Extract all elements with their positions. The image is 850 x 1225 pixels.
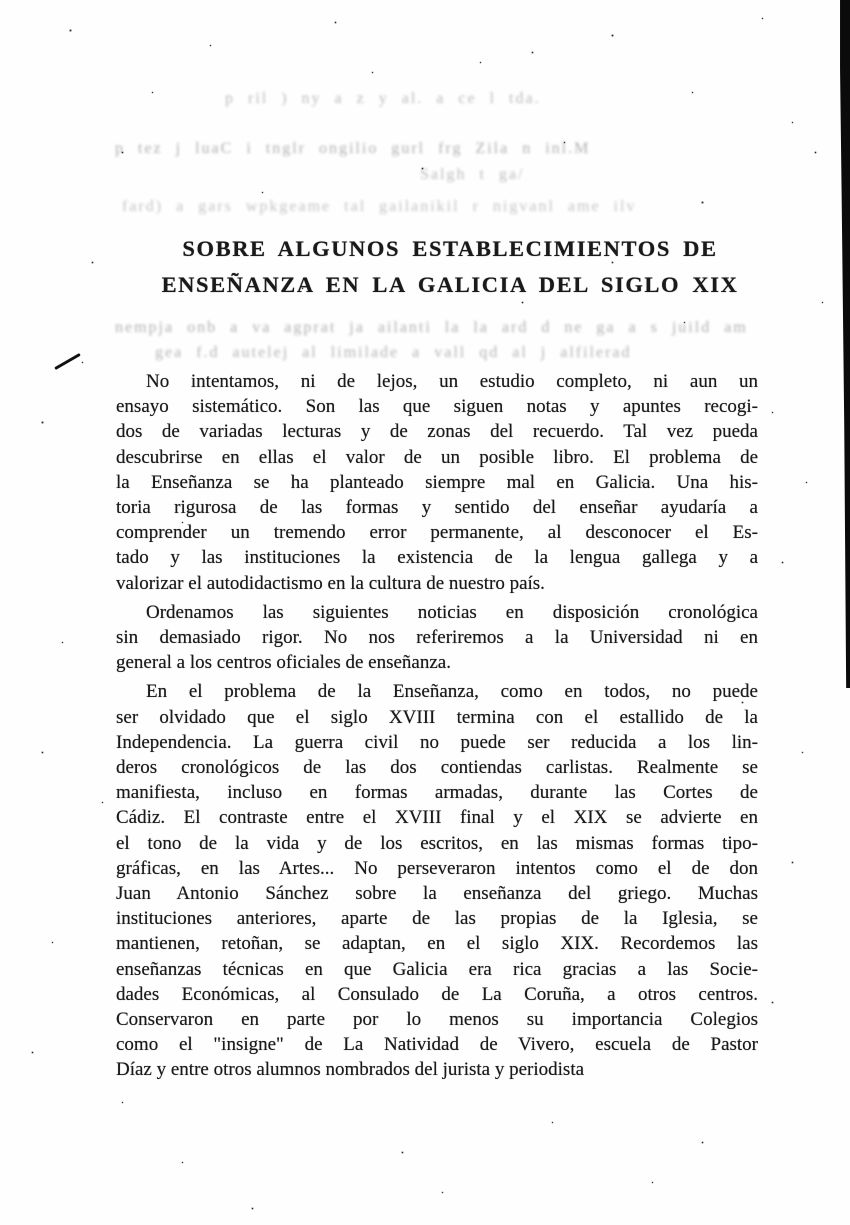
binding-shadow-bar	[838, 0, 850, 688]
text-line: enseñanzas técnicas en que Galicia era rica gracias a las Socie-	[116, 958, 758, 980]
ghost-text-line: Salgh t ga/	[420, 166, 525, 183]
ghost-text-line: p tez j luaC i tnglr ongilio gurl frg Zila n inl.M	[115, 140, 591, 157]
margin-pen-mark	[54, 353, 81, 370]
text-line: general a los centros oficiales de enseñanza.	[116, 652, 451, 674]
text-line: tado y las instituciones la existencia de la lengua gallega y a	[116, 547, 758, 569]
text-line: toria rigurosa de las formas y sentido del enseñar ayudaría a	[116, 497, 758, 519]
paragraph	[116, 679, 758, 1082]
text-line: instituciones anteriores, aparte de las propias de la Iglesia, se	[116, 908, 758, 930]
text-line: deros cronológicos de las dos contiendas carlistas. Realmente se	[116, 757, 758, 779]
ghost-text-line: gea f.d autelej al limilade a vall qd al j alfilerad	[155, 344, 632, 361]
text-line: mantienen, retoñan, se adaptan, en el siglo XIX. Recordemos las	[116, 933, 758, 955]
text-line: dades Económicas, al Consulado de La Coruña, a otros centros.	[116, 983, 758, 1005]
body-text	[116, 369, 758, 1087]
page-title	[110, 231, 790, 303]
text-line: comprender un tremendo error permanente, al desconocer el Es-	[116, 522, 758, 544]
ghost-text-line: fard) a gars wpkgeame tal gailanikil r nigvanl ame ilv	[122, 198, 637, 215]
text-line: como el "insigne" de La Natividad de Vivero, escuela de Pastor	[116, 1034, 758, 1056]
text-line: Díaz y entre otros alumnos nombrados del jurista y periodista	[116, 1059, 585, 1081]
text-line: ser olvidado que el siglo XVIII termina con el estallido de la	[116, 706, 758, 728]
text-line: manifiesta, incluso en formas armadas, durante las Cortes de	[116, 782, 758, 804]
text-line: Independencia. La guerra civil no puede ser reducida a los lin-	[116, 731, 758, 753]
scan-noise-speckles	[0, 0, 1, 1]
text-line: sin demasiado rigor. No nos referiremos a la Universidad ni en	[116, 627, 758, 649]
paragraph	[116, 369, 758, 596]
text-line: Ordenamos las siguientes noticias en disposición cronológica	[146, 601, 758, 623]
page-title-line-2: ENSEÑANZA EN LA GALICIA DEL SIGLO XIX	[161, 272, 739, 297]
text-line: gráficas, en las Artes... No perseveraron intentos como el de don	[116, 857, 758, 879]
text-line: En el problema de la Enseñanza, como en todos, no puede	[146, 681, 758, 703]
paragraph	[116, 600, 758, 676]
text-line: ensayo sistemático. Son las que siguen notas y apuntes recogi-	[116, 396, 758, 418]
text-line: Juan Antonio Sánchez sobre la enseñanza del griego. Muchas	[116, 883, 758, 905]
text-line: No intentamos, ni de lejos, un estudio completo, ni aun un	[146, 371, 758, 392]
text-line: Conservaron en parte por lo menos su importancia Colegios	[116, 1009, 758, 1031]
ghost-text-line: p ril ) ny a z y al. a ce l tda.	[225, 90, 541, 107]
text-line: la Enseñanza se ha planteado siempre mal en Galicia. Una his-	[116, 471, 758, 493]
text-line: el tono de la vida y de los escritos, en las mismas formas tipo-	[116, 832, 758, 854]
page-title-line-1: SOBRE ALGUNOS ESTABLECIMIENTOS DE	[182, 236, 718, 261]
ghost-text-line: nempja onb a va agprat ja ailanti la la ard d ne ga a s juild am	[115, 319, 748, 336]
text-line: descubrirse en ellas el valor de un posible libro. El problema de	[116, 446, 758, 468]
text-line: valorizar el autodidactismo en la cultura de nuestro país.	[116, 572, 545, 594]
text-line: dos de variadas lecturas y de zonas del recuerdo. Tal vez pueda	[116, 421, 758, 443]
text-line: Cádiz. El contraste entre el XVIII final y el XIX se advierte en	[116, 807, 758, 829]
